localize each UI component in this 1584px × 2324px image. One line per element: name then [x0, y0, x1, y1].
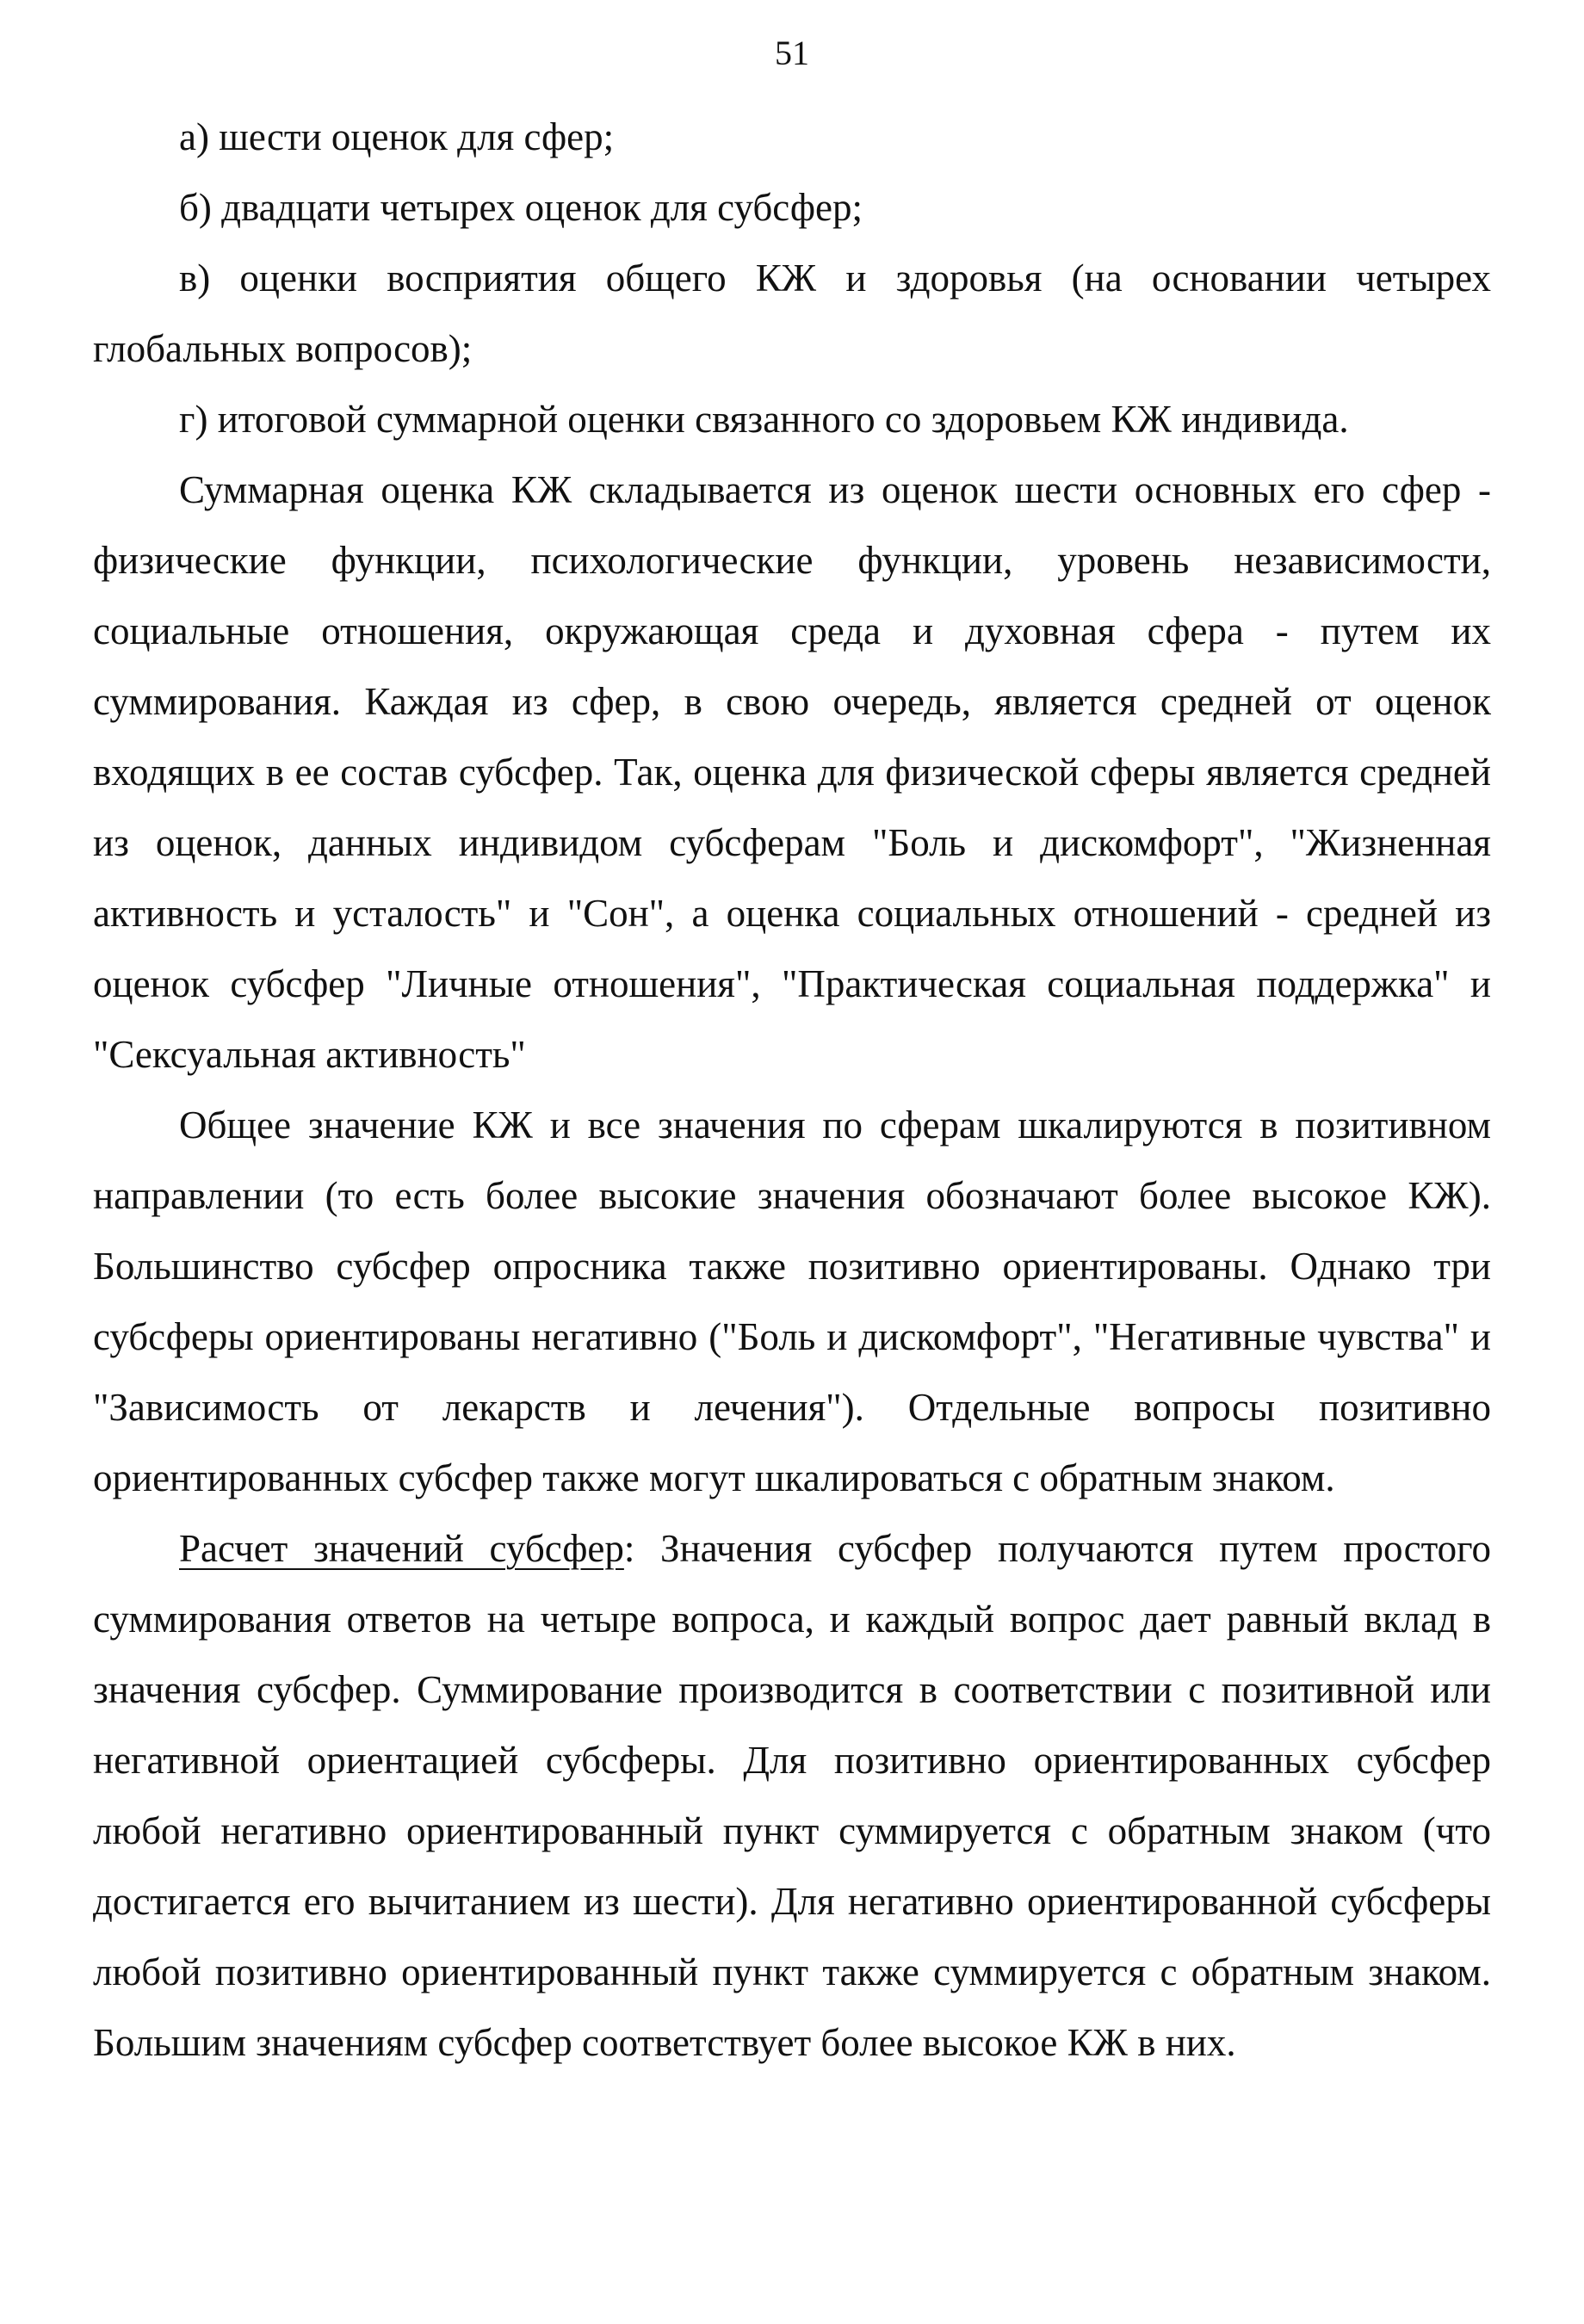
paragraph-summary: Суммарная оценка КЖ складывается из оценок шести основных его сфер - физические функции, психологические функции, уровень независимости, социальные отношения, окружающая среда и духовная сфера - путем их суммирования. Каждая из сфер, в свою очередь, является средней от оценок входящих в ее состав субсфер. Так, оценка для физической сферы является средней из оценок, данных индивидом субсферам "Боль и дискомфорт", "Жизненная активность и усталость" и "Сон", а оценка социальных отношений - средней из оценок субсфер "Личные отношения", "Практическая социальная поддержка" и "Сексуальная активность"	[93, 468, 1491, 1076]
list-item-d: г) итоговой суммарной оценки связанного со здоровьем КЖ индивида.	[179, 398, 1349, 441]
list-item-b: б) двадцати четырех оценок для субсфер;	[179, 186, 863, 229]
paragraph-scaling: Общее значение КЖ и все значения по сферам шкалируются в позитивном направлении (то есть более высокие значения обозначают более высокое КЖ). Большинство субсфер опросника также позитивно ориентированы. Однако три субсферы ориентированы негативно ("Боль и дискомфорт", "Негативные чувства" и "Зависимость от лекарств и лечения"). Отдельные вопросы позитивно ориентированных субсфер также могут шкалироваться с обратным знаком.	[93, 1103, 1491, 1499]
paragraph-calculation-body: Значения субсфер получаются путем простого суммирования ответов на четыре вопроса, и каждый вопрос дает равный вклад в значения субсфер. Суммирование производится в соответствии с позитивной или негативной ориентацией субсферы. Для позитивно ориентированных субсфер любой негативно ориентированный пункт суммируется с обратным знаком (что достигается его вычитанием из шести). Для негативно ориентированной субсферы любой позитивно ориентированный пункт также суммируется с обратным знаком. Большим значениям субсфер соответствует более высокое КЖ в них.	[93, 1527, 1492, 2064]
section-heading: Расчет значений субсфер	[179, 1527, 624, 1570]
paragraph-calculation	[93, 1513, 1491, 2078]
list-item-a: а) шести оценок для сфер;	[179, 115, 615, 158]
heading-colon: :	[623, 1527, 635, 1570]
list-item-c: в) оценки восприятия общего КЖ и здоровья (на основании четырех глобальных вопросов);	[93, 257, 1491, 370]
page-number: 51	[775, 34, 809, 72]
body-text	[93, 102, 1491, 2078]
